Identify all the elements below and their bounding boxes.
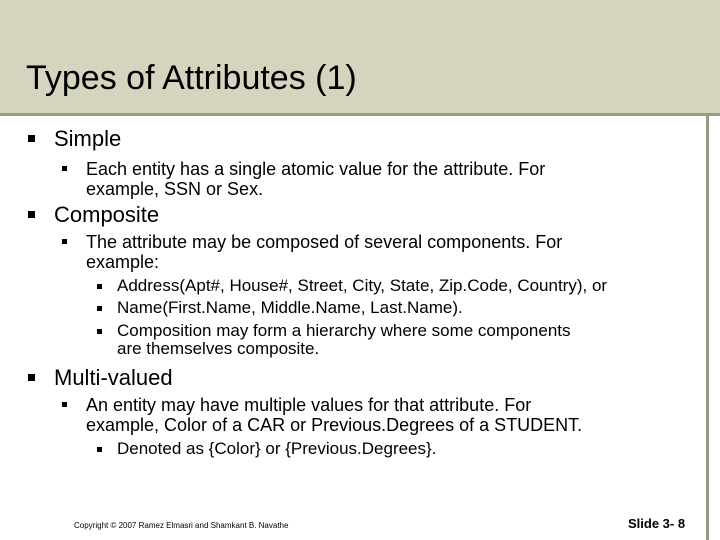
square-bullet-icon xyxy=(97,447,102,452)
bullet-line: Each entity has a single atomic value for the attribute. For xyxy=(86,159,546,179)
square-bullet-icon xyxy=(28,374,35,381)
bullet-text: Simple xyxy=(54,126,122,151)
bullet-line: are themselves composite. xyxy=(117,339,320,358)
bullet-line: example: xyxy=(86,252,160,272)
square-bullet-icon xyxy=(62,166,67,171)
square-bullet-icon xyxy=(62,402,67,407)
square-bullet-icon xyxy=(28,211,35,218)
title-underline xyxy=(0,113,720,116)
square-bullet-icon xyxy=(28,135,35,142)
bullet-text: Multi-valued xyxy=(54,365,173,390)
bullet-text: Composite xyxy=(54,202,160,227)
square-bullet-icon xyxy=(97,329,102,334)
bullet-line: Composition may form a hierarchy where some components xyxy=(117,321,571,340)
footer-copyright: Copyright © 2007 Ramez Elmasri and Shamkant B. Navathe xyxy=(74,521,289,530)
square-bullet-icon xyxy=(97,306,102,311)
bullet-line: The attribute may be composed of several components. For xyxy=(86,232,563,252)
bullet-text: Denoted as {Color} or {Previous.Degrees}. xyxy=(117,439,437,458)
bullet-text: Name(First.Name, Middle.Name, Last.Name). xyxy=(117,298,463,317)
slide-title: Types of Attributes (1) xyxy=(26,59,357,97)
slide-number: Slide 3- 8 xyxy=(628,516,686,531)
bullet-line: example, SSN or Sex. xyxy=(86,179,264,199)
bullet-line: example, Color of a CAR or Previous.Degrees of a STUDENT. xyxy=(86,415,583,435)
square-bullet-icon xyxy=(97,284,102,289)
right-border xyxy=(706,113,709,540)
square-bullet-icon xyxy=(62,239,67,244)
bullet-text: Address(Apt#, House#, Street, City, State, Zip.Code, Country), or xyxy=(117,276,608,295)
bullet-line: An entity may have multiple values for that attribute. For xyxy=(86,395,532,415)
